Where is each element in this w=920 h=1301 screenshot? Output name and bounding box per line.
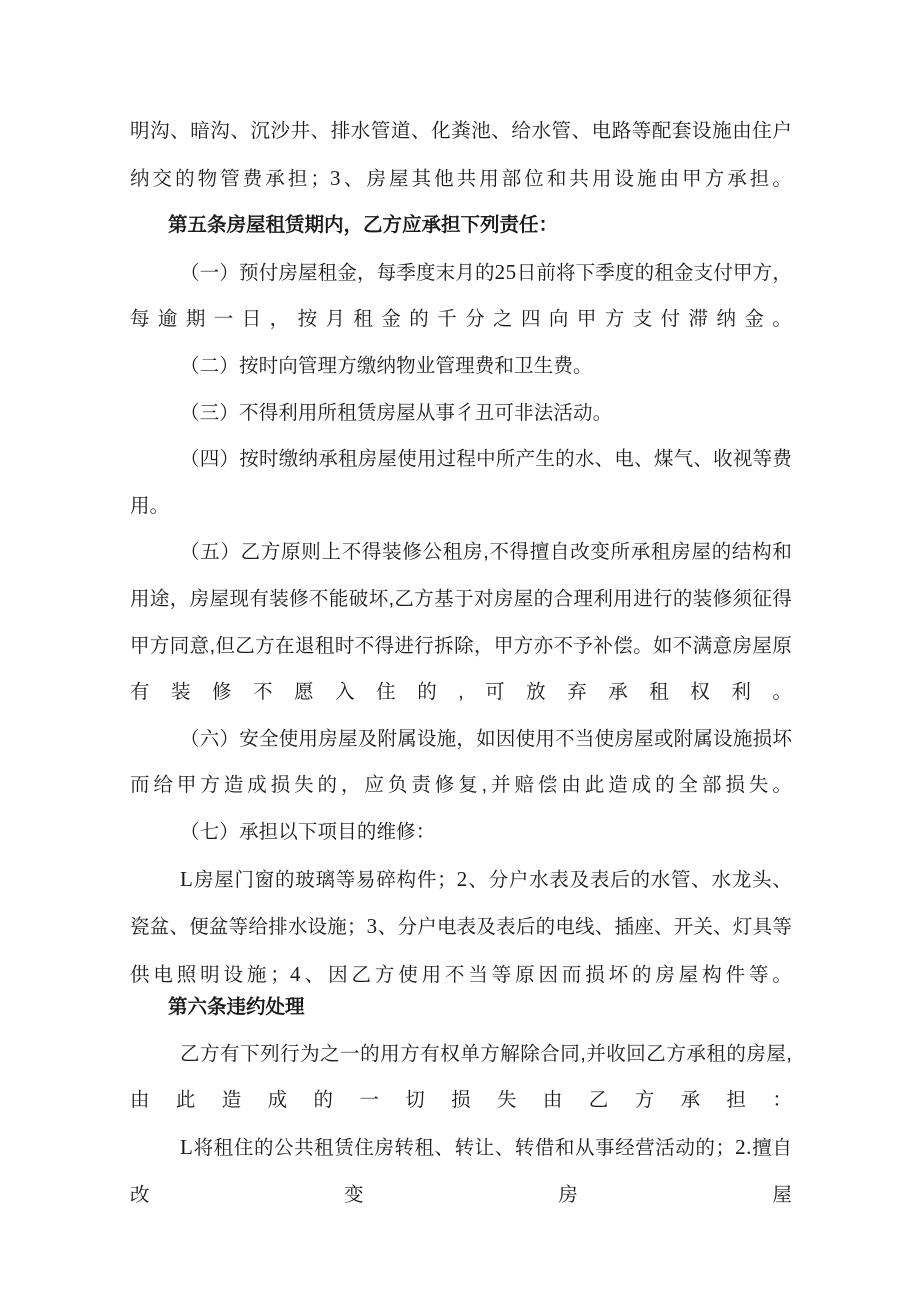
paragraph-item-five: （五）乙方原则上不得装修公租房,不得擅自改变所承租房屋的结构和用途，房屋现有装修不能破坏,乙方基于对房屋的合理利用进行的装修须征得甲方同意,但乙方在退租时不得进行拆除，甲方亦不予补偿。如不满意房屋原有装修不愿入住的,可放弃承租权利。 [130,541,792,704]
text-run: 、因乙方使用不当等原因而损坏的房屋构件等。 [300,963,792,986]
list-number-4: 4 [289,961,301,986]
paragraph-item-one [130,249,792,343]
paragraph-item-six: （六）安全使用房屋及附属设施，如因使用不当使房屋或附属设施损坏而给甲方造成损失的，应负责修复,并赔偿由此造成的全部损失。 [130,727,792,797]
list-number-2: 2. [735,1135,752,1160]
paragraph-article-six-list [130,1124,792,1218]
text-run: 明沟、暗沟、沉沙井、排水管道、化粪池、给水管、电路等配套设施由住户纳交的物管费承担； [130,120,792,190]
heading-article-six: 第六条违约处理 [168,996,305,1019]
text-run: 日前将下季度的租金支付甲方，每逾期一日，按月租金的千分之四向甲方支付滞纳金。 [130,261,792,331]
list-number-1: L [180,1135,194,1160]
list-number-2: 2 [456,866,468,891]
list-number-1: L [180,866,194,891]
text-run: 、分户水表及表后的水管、水龙头、瓷盆、便盆等给排水设施； [130,868,792,939]
text-run: 、分户电表及表后的电线、插座、开关、灯具等供电照明设施； [130,916,792,986]
text-run: 、房屋其他共用部位和共用设施由甲方承担。 [341,167,792,190]
heading-article-five: 第五条房屋租赁期内，乙方应承担下列责任： [168,214,559,237]
text-run: 将租住的公共租赁住房转租、转让、转借和从事经营活动的； [193,1137,736,1160]
text-run: 擅自改变房屋 [130,1137,792,1206]
document-text-body [130,108,792,1218]
paragraph-continued-maintenance [130,108,792,202]
day-number-25: 25 [494,259,517,284]
text-run: 房屋门窗的玻璃等易碎构件； [193,868,457,891]
list-number-3: 3 [330,165,342,190]
paragraph-article-six-intro: 乙方有下列行为之一的用方有权单方解除合同,并收回乙方承租的房屋,由此造成的一切损失由乙方承担： [130,1042,792,1112]
paragraph-item-three: （三）不得利用所租赁房屋从事彳丑可非法活动。 [180,401,613,424]
list-number-3: 3 [366,914,378,939]
paragraph-item-seven: （七）承担以下项目的维修： [180,820,436,843]
paragraph-item-seven-list [130,856,792,999]
paragraph-item-four: （四）按时缴纳承租房屋使用过程中所产生的水、电、煤气、收视等费用。 [130,448,792,517]
paragraph-item-two: （二）按时向管理方缴纳物业管理费和卫生费。 [180,354,593,377]
text-run: （一）预付房屋租金，每季度末月的 [180,261,495,284]
